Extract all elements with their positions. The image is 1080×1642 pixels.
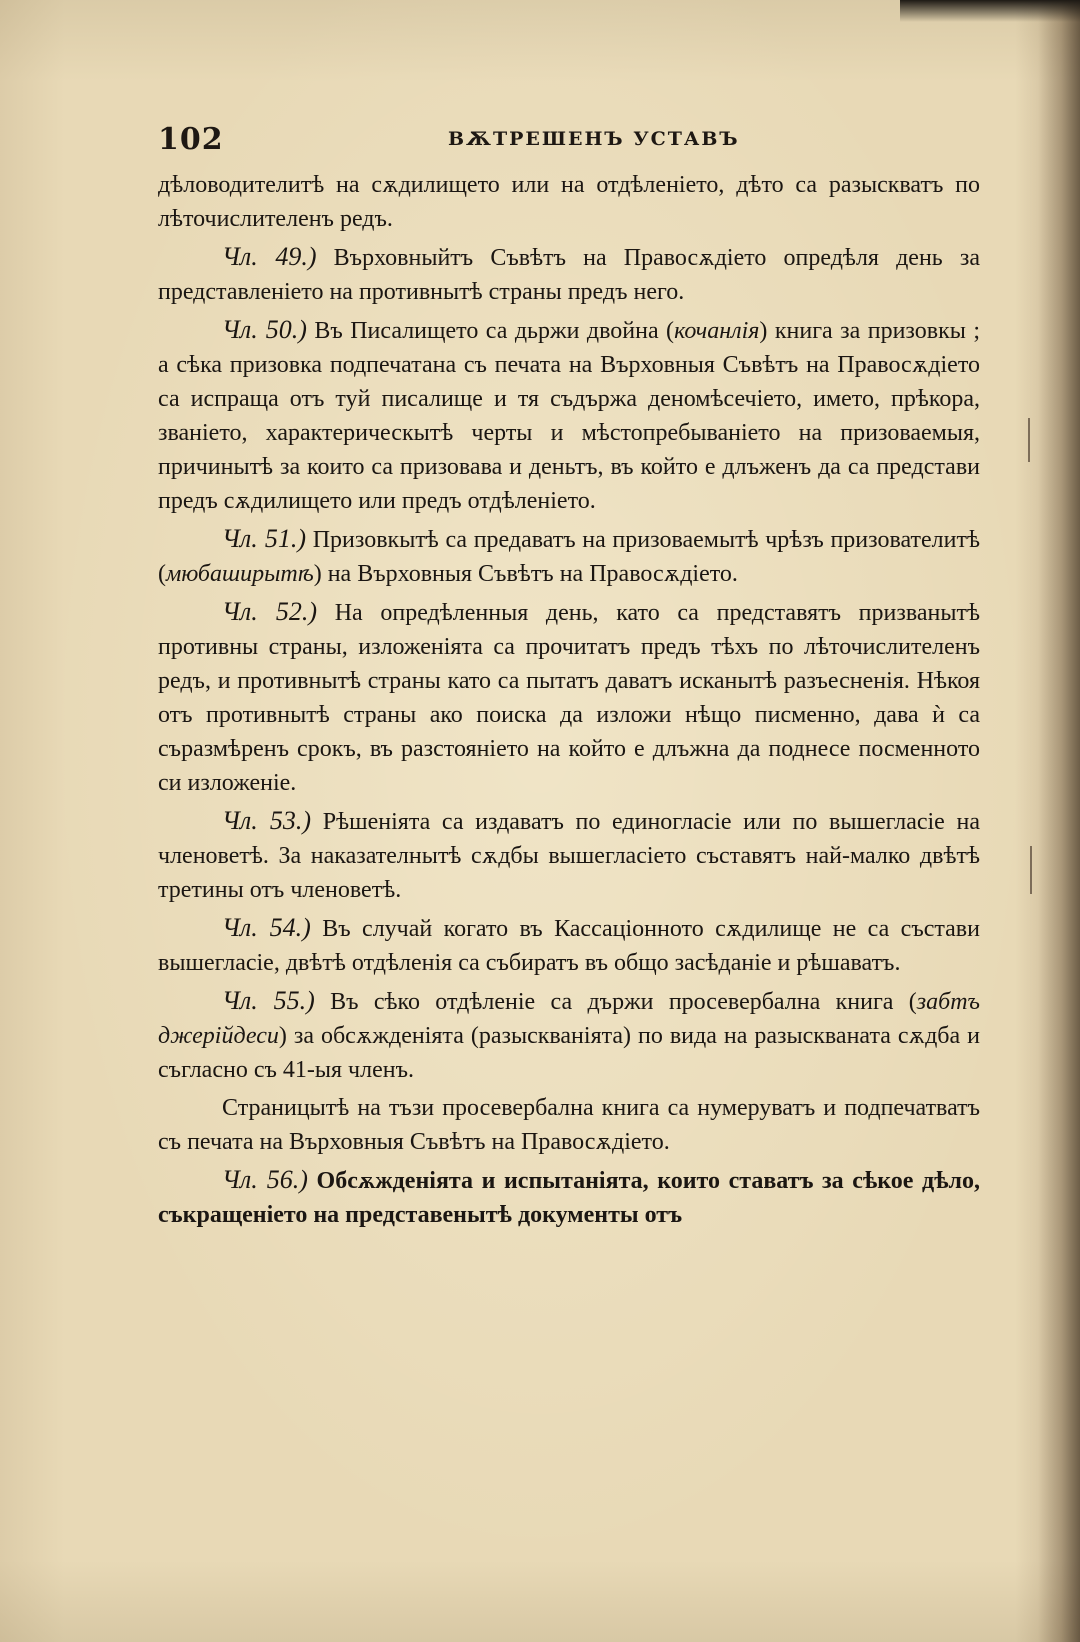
- article-number: Чл. 56.): [222, 1165, 308, 1194]
- page-header: [158, 122, 980, 162]
- article-italic-term: кочанлія: [674, 318, 760, 344]
- article-text: Върховныйтъ Съвѣтъ на Правосѫдіето опредѣля день за представленіето на противнытѣ страны предъ него.: [158, 245, 980, 305]
- article-number: Чл. 53.): [222, 806, 312, 835]
- article-text: Въ случай когато въ Кассаціонното сѫдилище не са състави вышегласіе, двѣтѣ отдѣленія са събиратъ въ общо засѣданіе и рѣшаватъ.: [158, 916, 980, 976]
- margin-pencil-mark: [1028, 418, 1030, 462]
- article-italic-term: мюбаширытѣ: [166, 561, 314, 587]
- article-number: Чл. 52.): [222, 597, 318, 626]
- article-51: [158, 522, 980, 591]
- article-55: [158, 984, 980, 1087]
- article-56: [158, 1163, 980, 1232]
- body-text: [158, 168, 980, 1236]
- article-text: Призовкытѣ са предаватъ на призоваемытѣ чрѣзъ призователитѣ (: [158, 527, 980, 587]
- article-text: Рѣшеніята са издаватъ по единогласіе или по вышегласіе на членоветѣ. За наказателнытѣ сѫдбы вышегласіето съставятъ най-малко двѣтѣ третины отъ членоветѣ.: [158, 809, 980, 903]
- article-number: Чл. 54.): [222, 913, 311, 942]
- paragraph-pages-numbering: [158, 1091, 980, 1159]
- article-text: Въ сѣко отдѣленіе са държи просевербална книга (: [330, 989, 917, 1015]
- article-52: [158, 595, 980, 800]
- page-number: 102: [158, 122, 224, 157]
- article-text-continued: ) на Върховныя Съвѣтъ на Правосѫдіето.: [313, 561, 738, 587]
- article-text: Въ Писалището са дьржи двойна (: [314, 318, 675, 344]
- paragraph-text: дѣловодителитѣ на сѫдилището или на отдѣленіето, дѣто са разыскватъ по лѣточислителенъ редъ.: [158, 172, 980, 232]
- article-49: [158, 240, 980, 309]
- margin-pencil-mark: [1030, 846, 1032, 894]
- article-number: Чл. 50.): [222, 315, 307, 344]
- article-54: [158, 911, 980, 980]
- article-text-continued: ) за обсѫжденіята (разыскваніята) по вида на разыскваната сѫдба и съгласно съ 41-ыя членъ.: [158, 1023, 980, 1083]
- article-number: Чл. 55.): [222, 986, 315, 1015]
- article-number: Чл. 51.): [222, 524, 307, 553]
- paragraph-continuation: [158, 168, 980, 236]
- running-title: ВѪТРЕШЕНЪ УСТАВЪ: [448, 128, 740, 150]
- article-text: Обсѫжденіята и испытаніята, които ставатъ за сѣкое дѣло, съкращеніето на представенытѣ документы отъ: [158, 1168, 980, 1228]
- article-italic-term: забтъ джерійдеси: [158, 989, 981, 1049]
- article-text: На опредѣленныя день, като са представятъ призванытѣ противны страны, изложеніята са прочитатъ предъ тѣхъ по лѣточислителенъ редъ, и противнытѣ страны като са пытатъ даватъ исканытѣ разъесненія. Нѣкоя отъ противнытѣ страны ако поиска да изложи нѣщо писменно, дава ѝ са съразмѣренъ срокъ, въ разстояніето на който е длъжна да поднесе посменното си изложеніе.: [158, 600, 980, 796]
- article-53: [158, 804, 980, 907]
- article-50: [158, 313, 980, 518]
- article-number: Чл. 49.): [222, 242, 317, 271]
- article-text-continued: ) книга за призовкы ; а сѣка призовка подпечатана съ печата на Върховныя Съвѣтъ на Правосѫдіето са испраща отъ туй писалище и тя съдържа деномѣсечіето, името, прѣкора, званіето, характерическытѣ черты и мѣстопребываніето на призоваемыя, причинытѣ за които са призовава и деньтъ, въ който е длъженъ да са представи предъ сѫдилището или предъ отдѣленіето.: [158, 318, 981, 514]
- page-edge-shadow: [1038, 0, 1080, 1642]
- page-corner-shadow: [900, 0, 1080, 22]
- paragraph-text: Страницытѣ на тъзи просевербална книга са нумеруватъ и подпечатватъ съ печата на Върховныя Съвѣтъ на Правосѫдіето.: [158, 1095, 980, 1155]
